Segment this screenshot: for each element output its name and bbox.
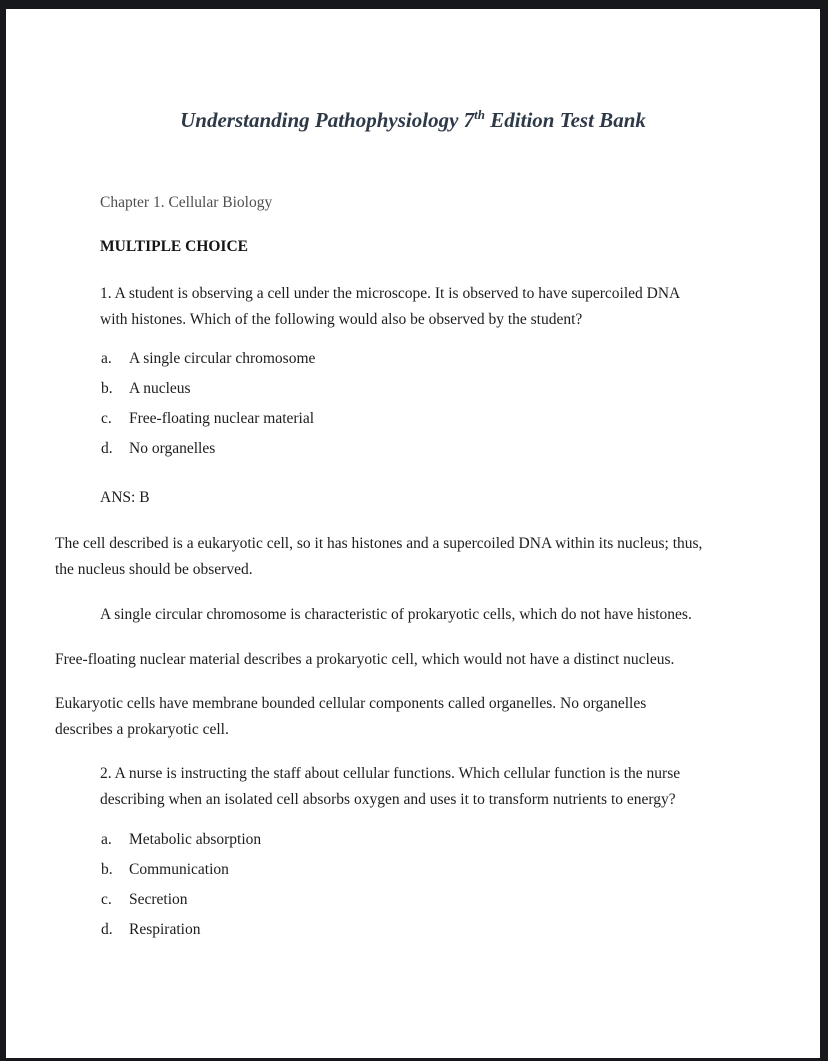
option-text: No organelles xyxy=(129,440,216,458)
question-1-rationale-2: A single circular chromosome is characteristic of prokaryotic cells, which do not have histones. xyxy=(100,606,692,624)
option-letter: c. xyxy=(101,891,112,909)
option-text: A nucleus xyxy=(129,380,191,398)
document-title xyxy=(6,108,820,133)
document-page xyxy=(6,9,820,1058)
question-1-rationale-4: Eukaryotic cells have membrane bounded cellular components called organelles. No organelles describes a prokaryotic cell. xyxy=(55,695,647,738)
option-letter: d. xyxy=(101,440,113,458)
question-2-option-d xyxy=(101,919,820,940)
title-prefix: Understanding Pathophysiology 7 xyxy=(180,108,475,132)
option-letter: c. xyxy=(101,410,112,428)
title-suffix: Edition Test Bank xyxy=(485,108,646,132)
question-2-text: 2. A nurse is instructing the staff about cellular functions. Which cellular function is the nurse describing when an isolated cell absorbs oxygen and uses it to transform nutrients to energy? xyxy=(100,765,681,808)
question-1-option-c xyxy=(101,408,820,429)
question-2-options xyxy=(101,829,820,949)
question-1-options xyxy=(101,348,820,468)
question-2-option-b xyxy=(101,859,820,880)
question-1-option-b xyxy=(101,378,820,399)
option-text: Free-floating nuclear material xyxy=(129,410,315,428)
option-text: Secretion xyxy=(129,891,188,909)
option-text: Communication xyxy=(129,861,229,879)
question-1-answer: ANS: B xyxy=(100,489,150,507)
question-2-option-c xyxy=(101,889,820,910)
option-letter: a. xyxy=(101,350,112,368)
question-1-rationale-1: The cell described is a eukaryotic cell, so it has histones and a supercoiled DNA within its nucleus; thus, the nucleus should be observed. xyxy=(55,535,703,578)
chapter-heading: Chapter 1. Cellular Biology xyxy=(100,194,273,212)
option-text: A single circular chromosome xyxy=(129,350,316,368)
question-1-option-d xyxy=(101,438,820,459)
option-letter: a. xyxy=(101,831,112,849)
option-text: Metabolic absorption xyxy=(129,831,262,849)
question-1-rationale-3: Free-floating nuclear material describes a prokaryotic cell, which would not have a distinct nucleus. xyxy=(55,650,675,668)
option-text: Respiration xyxy=(129,921,201,939)
section-heading: MULTIPLE CHOICE xyxy=(100,238,248,256)
question-2-option-a xyxy=(101,829,820,850)
question-1-option-a xyxy=(101,348,820,369)
option-letter: b. xyxy=(101,380,113,398)
title-ordinal-superscript: th xyxy=(474,107,486,122)
question-1-text: 1. A student is observing a cell under the microscope. It is observed to have supercoiled DNA with histones. Which of the following would also be observed by the student? xyxy=(100,285,680,328)
option-letter: b. xyxy=(101,861,113,879)
option-letter: d. xyxy=(101,921,113,939)
